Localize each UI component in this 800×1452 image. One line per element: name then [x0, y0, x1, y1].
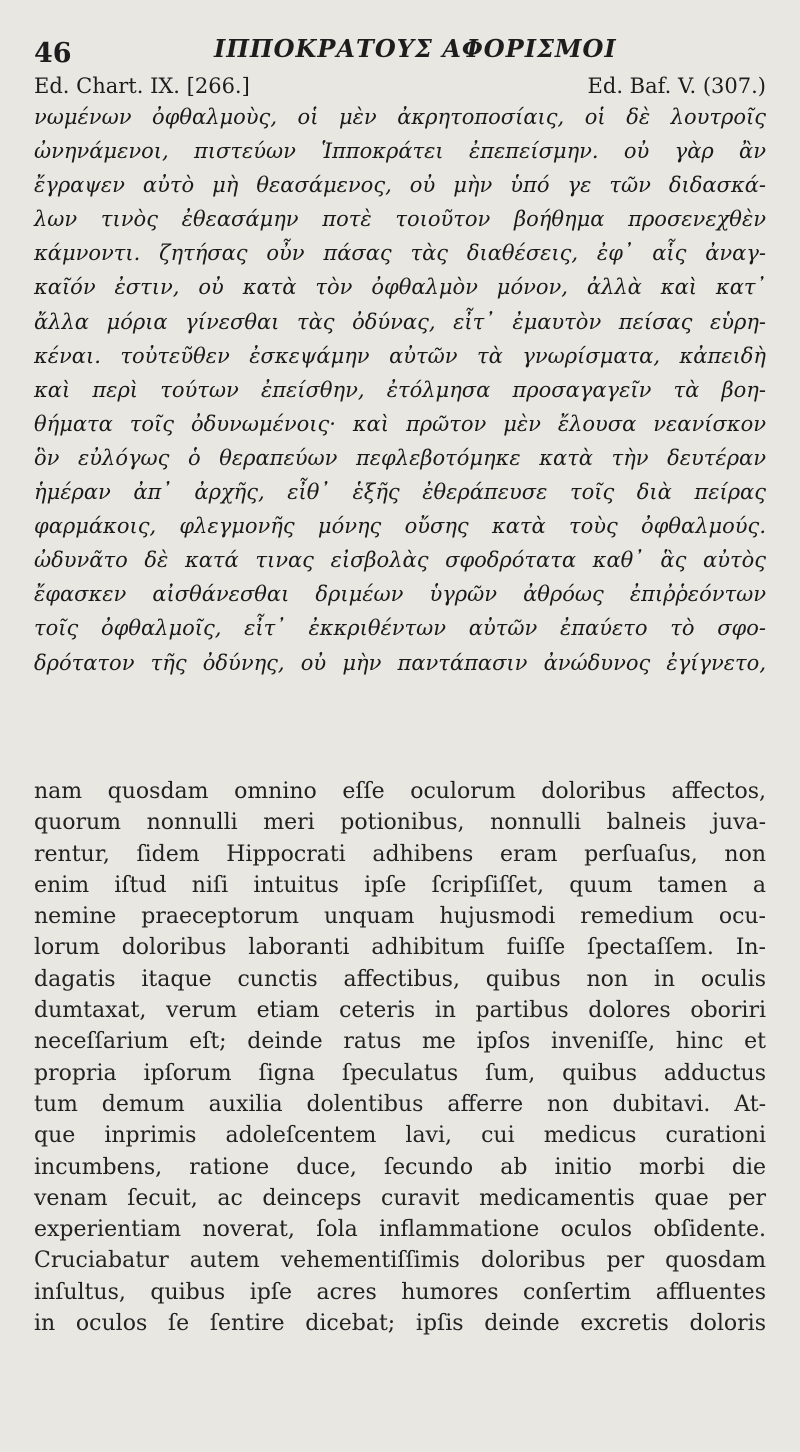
- running-title: ΙΠΠΟΚΡΑΤΟΥΣ ΑΦΟΡΙΣΜΟΙ: [214, 34, 617, 63]
- latin-line: tum demum auxilia dolentibus afferre non dubitavi. At-: [34, 1091, 766, 1117]
- greek-line: κέναι. τοὐτεῦθεν ἐσκεψάμην αὐτῶν τὰ γνωρίσματα, κἀπειδὴ: [34, 343, 766, 368]
- greek-line: καὶ περὶ τούτων ἐπείσθην, ἐτόλμησα προσαγαγεῖν τὰ βοη-: [34, 377, 766, 402]
- latin-line: incumbens, ratione duce, ſecundo ab initio morbi die: [34, 1154, 766, 1180]
- latin-text-block: [34, 776, 766, 1339]
- greek-line: θήματα τοῖς ὀδυνωμένοις· καὶ πρῶτον μὲν ἔλουσα νεανίσκον: [34, 411, 766, 436]
- latin-line: nam quosdam omnino eſſe oculorum doloribus affectos,: [34, 779, 766, 804]
- greek-line: νωμένων ὀφθαλμοὺς, οἱ μὲν ἀκρητοποσίαις, οἱ δὲ λουτροῖς: [34, 105, 766, 129]
- latin-line: que inprimis adoleſcentem lavi, cui medicus curationi: [34, 1123, 766, 1149]
- latin-line: nemine praeceptorum unquam hujusmodi remedium ocu-: [34, 904, 766, 930]
- latin-line: in oculos ſe ſentire dicebat; ipſis deinde excretis doloris: [34, 1311, 766, 1337]
- latin-line: venam ſecuit, ac deinceps curavit medicamentis quae per: [34, 1185, 766, 1211]
- greek-line: ὠδυνᾶτο δὲ κατά τινας εἰσβολὰς σφοδρότατα καθ᾽ ἃς αὐτὸς: [34, 548, 766, 573]
- greek-line: ἔφασκεν αἰσθάνεσθαι δριμέων ὑγρῶν ἀθρόως ἐπιῤῥεόντων: [34, 582, 766, 607]
- greek-line: κάμνοντι. ζητήσας οὖν πάσας τὰς διαθέσεις, ἐφ᾽ αἷς ἀναγ-: [34, 241, 766, 266]
- latin-line: inſultus, quibus ipſe acres humores conſertim affluentes: [34, 1279, 766, 1305]
- latin-line: enim iſtud niſi intuitus ipſe ſcripſiſſet, quum tamen a: [34, 872, 766, 898]
- latin-line: dagatis itaque cunctis affectibus, quibus non in oculis: [34, 966, 766, 992]
- greek-line: ἄλλα μόρια γίνεσθαι τὰς ὀδύνας, εἶτ᾽ ἐμαυτὸν πείσας εὑρη-: [34, 309, 766, 334]
- latin-line: dumtaxat, verum etiam ceteris in partibus dolores oboriri: [34, 998, 766, 1024]
- greek-line: ὠνηνάμενοι, πιστεύων Ἱπποκράτει ἐπεπείσμην. οὐ γὰρ ἂν: [34, 139, 766, 164]
- greek-line: ὃν εὐλόγως ὁ θεραπεύων πεφλεβοτόμηκε κατὰ τὴν δευτέραν: [34, 445, 766, 470]
- edition-reference-left: Ed. Chart. IX. [266.]: [34, 74, 250, 98]
- greek-line: ἔγραψεν αὐτὸ μὴ θεασάμενος, οὐ μὴν ὑπό γε τῶν διδασκά-: [34, 173, 766, 198]
- greek-line: δρότατον τῆς ὀδύνης, οὐ μὴν παντάπασιν ἀνώδυνος ἐγίγνετο,: [34, 650, 766, 675]
- latin-line: experientiam noverat, ſola inflammatione oculos obſidente.: [34, 1217, 766, 1243]
- greek-line: καῖόν ἐστιν, οὐ κατὰ τὸν ὀφθαλμὸν μόνον, ἀλλὰ καὶ κατ᾽: [34, 275, 766, 300]
- page-header: [34, 34, 764, 74]
- greek-text-block: [34, 100, 766, 680]
- latin-line: neceſſarium eſt; deinde ratus me ipſos inveniſſe, hinc et: [34, 1029, 766, 1055]
- latin-line: Cruciabatur autem vehementiſſimis doloribus per quosdam: [34, 1248, 766, 1274]
- latin-line: quorum nonnulli meri potionibus, nonnulli balneis juva-: [34, 810, 766, 836]
- greek-line: τοῖς ὀφθαλμοῖς, εἶτ᾽ ἐκκριθέντων αὐτῶν ἐπαύετο τὸ σφο-: [34, 616, 766, 641]
- page-number: 46: [34, 38, 72, 69]
- latin-line: lorum doloribus laboranti adhibitum fuiſſe ſpectaſſem. In-: [34, 935, 766, 961]
- edition-reference-right: Ed. Baf. V. (307.): [587, 74, 766, 98]
- latin-line: propria ipſorum ſigna ſpeculatus ſum, quibus adductus: [34, 1060, 766, 1086]
- greek-line: φαρμάκοις, φλεγμονῆς μόνης οὔσης κατὰ τοὺς ὀφθαλμούς.: [34, 514, 766, 539]
- greek-line: λων τινὸς ἐθεασάμην ποτὲ τοιοῦτον βοήθημα προσενεχθὲν: [34, 207, 766, 232]
- greek-line: ἡμέραν ἀπ᾽ ἀρχῆς, εἶθ᾽ ἑξῆς ἐθεράπευσε τοῖς διὰ πείρας: [34, 480, 766, 505]
- latin-line: rentur, ſidem Hippocrati adhibens eram perſuaſus, non: [34, 841, 766, 867]
